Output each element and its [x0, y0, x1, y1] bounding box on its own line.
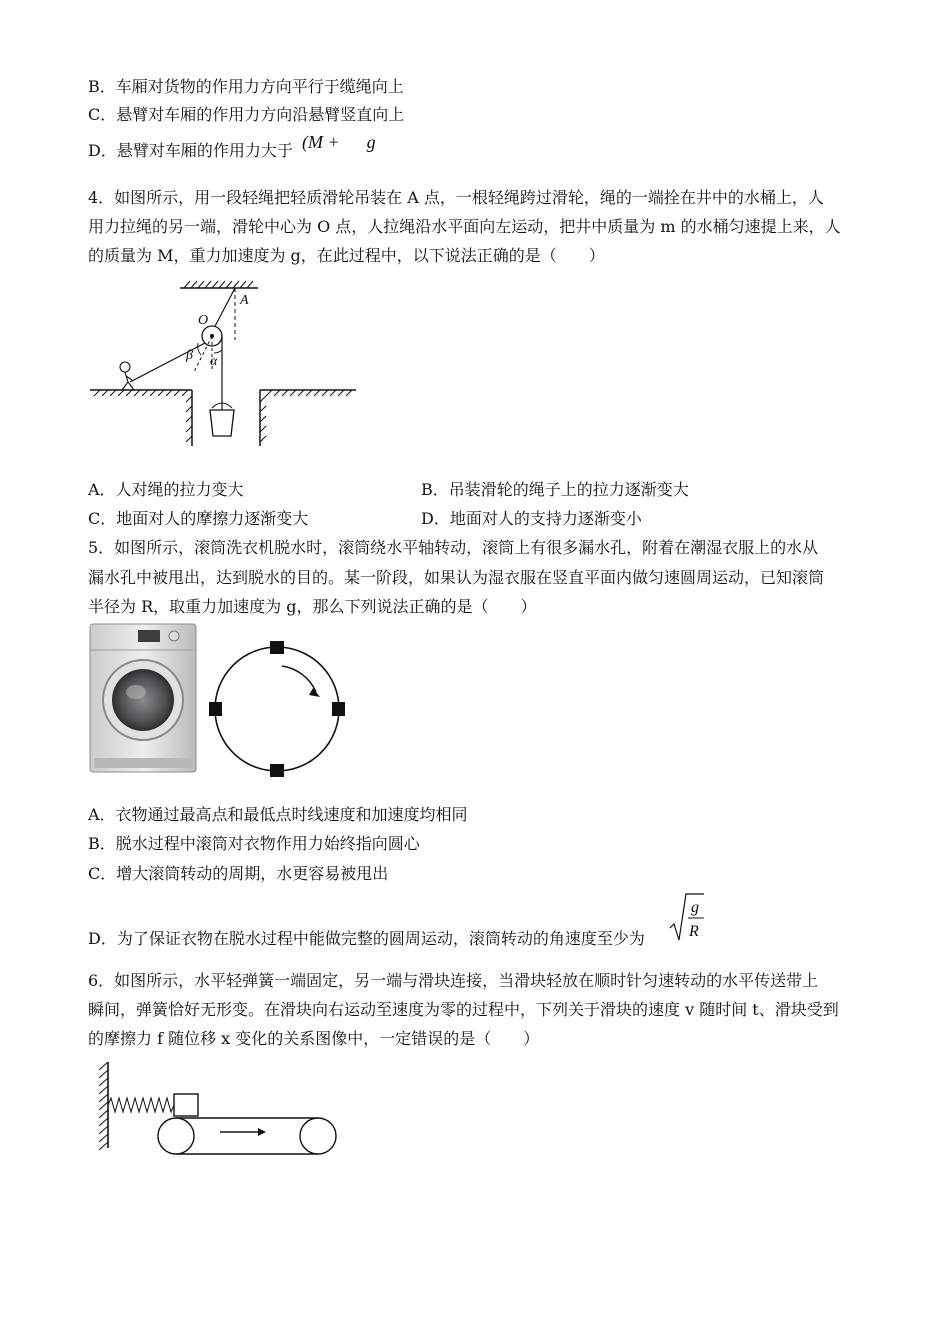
q5-option-d: D．为了保证衣物在脱水过程中能做完整的圆周运动，滚筒转动的角速度至少为: [88, 929, 645, 948]
q4-stem-line-2: 用力拉绳的另一端，滑轮中心为 O 点，人拉绳沿水平面向左运动，把井中质量为 m 的水桶匀速提上来，人: [88, 217, 841, 236]
q6-stem-line-2: 瞬间，弹簧恰好无形变。在滑块向右运动至速度为零的过程中，下列关于滑块的速度 v 随时间 t、滑块受到: [88, 1000, 839, 1019]
q6-stem-line-3: 的摩擦力 f 随位移 x 变化的关系图像中，一定错误的是（ ）: [88, 1029, 540, 1048]
q4-label-alpha: α: [210, 354, 218, 369]
q6-stem-line-1: 6．如图所示，水平轻弹簧一端固定，另一端与滑块连接，当滑块轻放在顺时针匀速转动的水平传送带上: [88, 971, 819, 990]
q5-stem-line-1: 5．如图所示，滚筒洗衣机脱水时，滚筒绕水平轴转动，滚筒上有很多漏水孔，附着在潮湿衣服上的水从: [88, 538, 819, 557]
q4-label-a: A: [240, 293, 249, 308]
q3-option-d-math: (M + g: [302, 132, 376, 152]
washing-machine-image: [88, 622, 198, 777]
drum-hole-top: [270, 641, 284, 654]
drum-hole-left: [209, 702, 222, 716]
drum-hole-right: [332, 702, 345, 716]
q3-option-d: D．悬臂对车厢的作用力大于: [88, 141, 293, 160]
drum-diagram: [212, 644, 342, 774]
q4-pulley-well-figure: [88, 280, 368, 450]
sqrt-numerator: g: [691, 899, 699, 916]
q4-label-o: O: [198, 313, 209, 328]
q3-option-b: B．车厢对货物的作用力方向平行于缆绳向上: [88, 77, 404, 96]
q5-option-b: B．脱水过程中滚筒对衣物作用力始终指向圆心: [88, 834, 420, 853]
q4-option-d: D．地面对人的支持力逐渐变小: [421, 509, 642, 528]
spring-conveyor-figure: [96, 1058, 346, 1158]
q5-stem-line-3: 半径为 R，取重力加速度为 g，那么下列说法正确的是（ ）: [88, 597, 537, 616]
q4-label-beta: β: [186, 348, 193, 363]
q5-stem-line-2: 漏水孔中被甩出，达到脱水的目的。某一阶段，如果认为湿衣服在竖直平面内做匀速圆周运动，已知滚筒: [88, 568, 825, 587]
slider-block: [174, 1094, 198, 1116]
drum-hole-bottom: [270, 764, 284, 777]
q4-option-a: A．人对绳的拉力变大: [88, 480, 244, 499]
sqrt-denominator: R: [689, 923, 699, 940]
left-roller: [158, 1118, 194, 1154]
sqrt-g-over-r: [668, 890, 708, 946]
q4-option-b: B．吊装滑轮的绳子上的拉力逐渐变大: [421, 480, 689, 499]
right-roller: [300, 1118, 336, 1154]
rotation-arrow: [282, 666, 316, 692]
spring: [108, 1098, 174, 1112]
person-figure: [120, 362, 134, 390]
q5-option-c: C．增大滚筒转动的周期，水更容易被甩出: [88, 864, 389, 883]
q4-stem-line-1: 4．如图所示，用一段轻绳把轻质滑轮吊装在 A 点，一根轻绳跨过滑轮，绳的一端拴在井中的水桶上，人: [88, 188, 824, 207]
q5-option-a: A．衣物通过最高点和最低点时线速度和加速度均相同: [88, 805, 468, 824]
belt-direction-arrow: [258, 1128, 266, 1136]
q4-option-c: C．地面对人的摩擦力逐渐变大: [88, 509, 309, 528]
q3-option-c: C．悬臂对车厢的作用力方向沿悬臂竖直向上: [88, 105, 405, 124]
q4-stem-line-3: 的质量为 M，重力加速度为 g，在此过程中，以下说法正确的是（ ）: [88, 246, 605, 265]
